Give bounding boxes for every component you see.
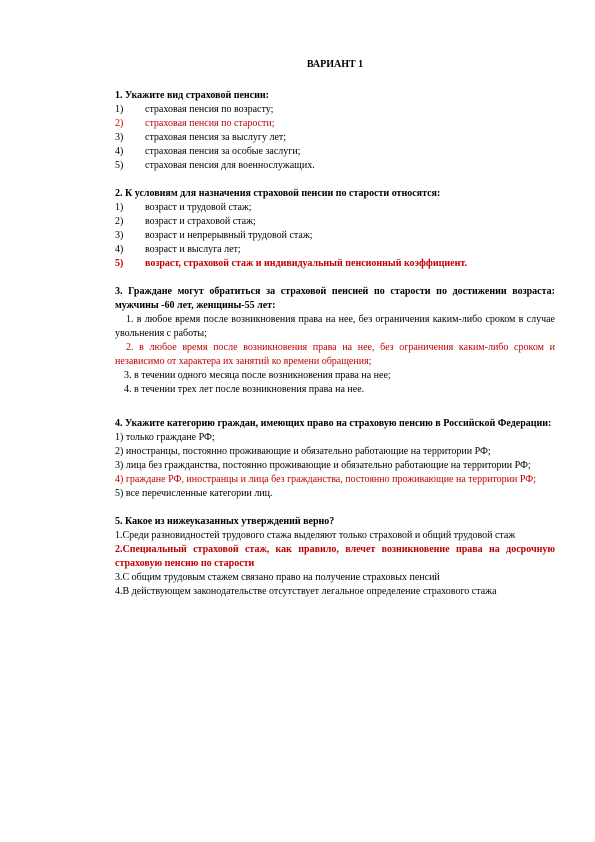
question-2-text: 2. К условиям для назначения страховой пенсии по старости относятся:	[115, 188, 441, 199]
q2-option-3: 3) возраст и непрерывный трудовой стаж;	[115, 230, 313, 241]
q1-option-4: 4) страховая пенсия за особые заслуги;	[115, 146, 301, 157]
q1-option-5: 5) страховая пенсия для военнослужащих.	[115, 160, 315, 171]
question-2	[115, 187, 555, 271]
q4-option-4-answer: 4) граждане РФ, иностранцы и лица без гражданства, постоянно проживающие на территории РФ;	[115, 474, 536, 485]
q5-option-2-answer: 2.Специальный страховой стаж, как правило, влечет возникновение права на досрочную страховую пенсию по старости	[115, 544, 555, 569]
q4-option-2: 2) иностранцы, постоянно проживающие и обязательно работающие на территории РФ;	[115, 446, 491, 457]
question-5-text: 5. Какое из нижеуказанных утверждений верно?	[115, 516, 335, 527]
q2-option-2: 2) возраст и страховой стаж;	[115, 216, 256, 227]
q1-option-2-answer: 2) страховая пенсия по старости;	[115, 118, 275, 129]
q5-option-1: 1.Среди разновидностей трудового стажа выделяют только страховой и общий трудовой стаж	[115, 530, 516, 541]
question-1-text: 1. Укажите вид страховой пенсии:	[115, 90, 269, 101]
q2-option-5-answer: 5) возраст, страховой стаж и индивидуальный пенсионный коэффициент.	[115, 258, 467, 269]
question-3-text: 3. Граждане могут обратиться за страховой пенсией по старости по достижении возраста: мужчины -60 лет, женщины-55 лет:	[115, 286, 555, 311]
q3-option-2-answer: 2. в любое время после возникновения права на нее, без ограничения каким-либо сроком и независимо от характера их занятий ко времени обращения;	[115, 342, 555, 367]
page-title: ВАРИАНТ 1	[306, 59, 364, 70]
q5-option-3: 3.С общим трудовым стажем связано право на получение страховых пенсий	[115, 572, 440, 583]
q3-option-1: 1. в любое время после возникновения права на нее, без ограничения каким-либо сроком в случае увольнения с работы;	[115, 314, 555, 339]
question-3	[115, 285, 555, 397]
q5-option-4: 4.В действующем законодательстве отсутствует легальное определение страхового стажа	[115, 586, 497, 597]
question-5	[115, 515, 555, 599]
q1-option-1: 1) страховая пенсия по возрасту;	[115, 104, 274, 115]
q2-option-1: 1) возраст и трудовой стаж;	[115, 202, 252, 213]
question-1	[115, 89, 555, 173]
q3-option-3: 3. в течении одного месяца после возникновения права на нее;	[124, 370, 391, 381]
q2-option-4: 4) возраст и выслуга лет;	[115, 244, 241, 255]
q4-option-5: 5) все перечисленные категории лиц.	[115, 488, 273, 499]
q4-option-3: 3) лица без гражданства, постоянно проживающие и обязательно работающие на территории РФ;	[115, 460, 531, 471]
question-4	[115, 417, 555, 501]
q1-option-3: 3) страховая пенсия за выслугу лет;	[115, 132, 287, 143]
q4-option-1: 1) только граждане РФ;	[115, 432, 215, 443]
question-4-text: 4. Укажите категорию граждан, имеющих право на страховую пенсию в Российской Федерации:	[115, 418, 552, 429]
q3-option-4: 4. в течении трех лет после возникновения права на нее.	[124, 384, 365, 395]
